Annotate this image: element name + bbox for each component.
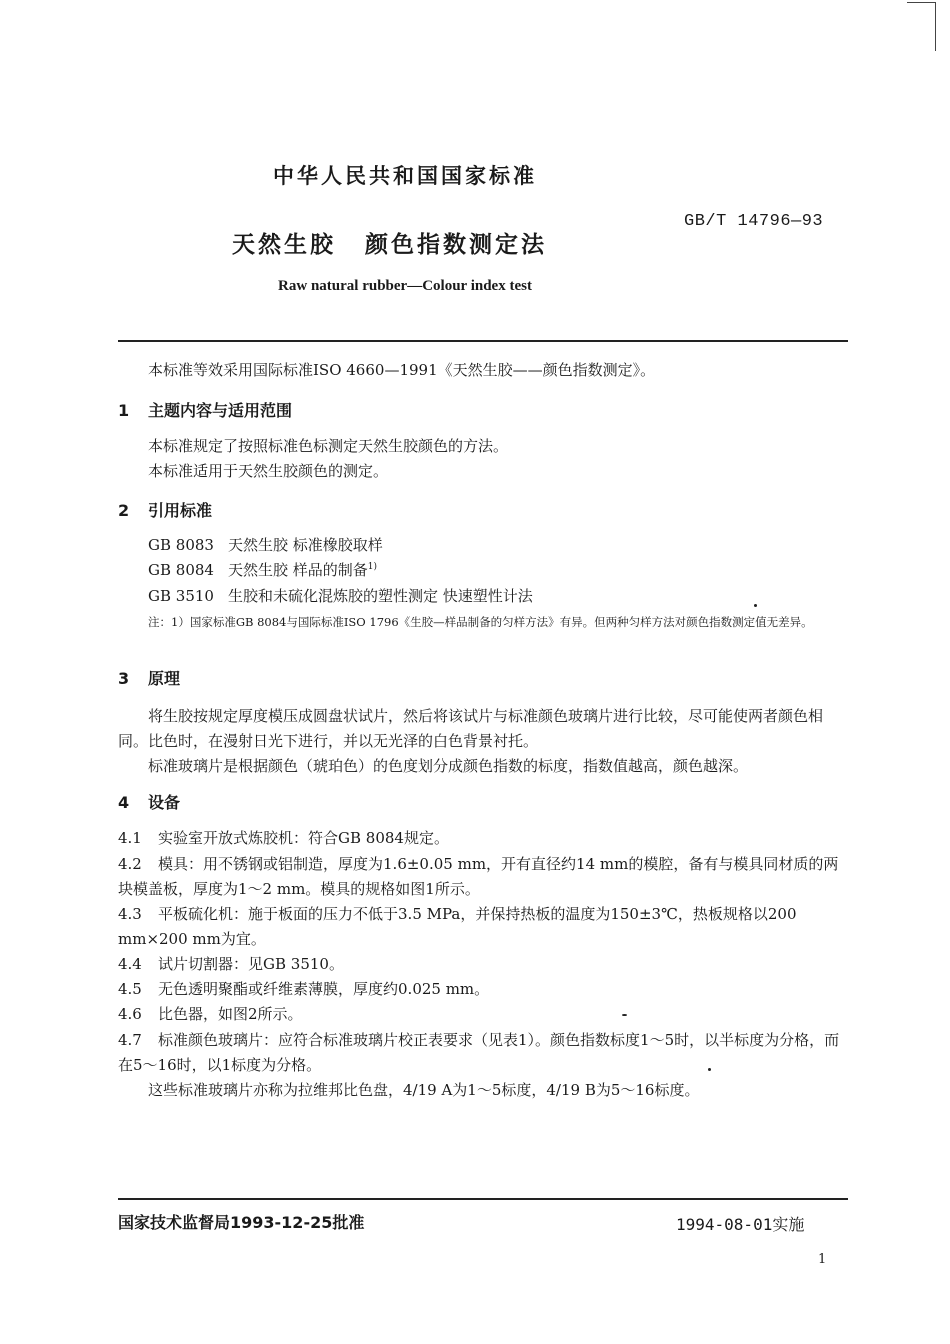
document-title-en: Raw natural rubber—Colour index test xyxy=(278,278,532,294)
section-number: 2 xyxy=(118,501,130,520)
clause-number: 4.5 xyxy=(118,980,142,998)
document-title-cn: 天然生胶 颜色指数测定法 xyxy=(232,232,548,258)
section-4-heading xyxy=(118,790,180,813)
standard-number: GB/T 14796—93 xyxy=(684,212,824,231)
section-number: 4 xyxy=(118,793,130,812)
page-number: 1 xyxy=(818,1252,827,1267)
scan-speck xyxy=(708,1068,711,1071)
clause-4-6 xyxy=(118,1002,846,1027)
section-title: 主题内容与适用范围 xyxy=(148,401,293,420)
section-3-heading xyxy=(118,666,180,689)
clause-4-1 xyxy=(118,826,846,851)
clause-4-2 xyxy=(118,852,846,902)
clause-number: 4.7 xyxy=(118,1031,142,1049)
scan-speck xyxy=(622,1014,627,1016)
footnote: 注：1）国家标准GB 8084与国际标准ISO 1796《生胶—样品制备的匀样方法》有异。但两种匀样方法对颜色指数测定值无差异。 xyxy=(148,615,813,629)
reference-title: 天然生胶 样品的制备 xyxy=(228,561,368,579)
clause-text: 模具：用不锈钢或铝制造，厚度为1.6±0.05 mm，开有直径约14 mm的模腔，备有与模具同材质的两块模盖板，厚度为1～2 mm。模具的规格如图1所示。 xyxy=(118,855,839,898)
reference-item xyxy=(148,536,383,555)
clause-number: 4.1 xyxy=(118,829,142,847)
section-1-heading xyxy=(118,398,292,421)
clause-number: 4.4 xyxy=(118,955,142,973)
footnote-marker: 1) xyxy=(367,562,378,572)
section-number: 3 xyxy=(118,669,130,688)
clause-number: 4.2 xyxy=(118,855,142,873)
reference-code: GB 8083 xyxy=(148,536,214,554)
clause-text: 标准颜色玻璃片：应符合标准玻璃片校正表要求（见表1）。颜色指数标度1～5时，以半标度为分格，而在5～16时，以1标度为分格。 xyxy=(118,1031,840,1074)
approval-date: 国家技术监督局1993-12-25批准 xyxy=(118,1213,365,1232)
reference-item xyxy=(148,587,533,606)
clause-4-3 xyxy=(118,902,846,952)
section-title: 设备 xyxy=(148,793,181,812)
clause-number: 4.6 xyxy=(118,1005,142,1023)
reference-code: GB 8084 xyxy=(148,561,214,579)
reference-code: GB 3510 xyxy=(148,587,214,605)
intro-paragraph: 本标准等效采用国际标准ISO 4660—1991《天然生胶——颜色指数测定》。 xyxy=(148,361,656,379)
clause-text: 比色器，如图2所示。 xyxy=(158,1005,303,1023)
section-number: 1 xyxy=(118,401,130,420)
org-title: 中华人民共和国国家标准 xyxy=(273,164,537,188)
clause-text: 平板硫化机：施于板面的压力不低于3.5 MPa，并保持热板的温度为150±3℃，热板规格以200 mm×200 mm为宜。 xyxy=(118,905,797,948)
s3-paragraph-1: 将生胶按规定厚度模压成圆盘状试片，然后将该试片与标准颜色玻璃片进行比较，尽可能使两者颜色相同。比色时，在漫射日光下进行，并以无光泽的白色背景衬托。 xyxy=(118,707,824,750)
section-title: 引用标准 xyxy=(148,501,213,520)
s1-paragraph-2: 本标准适用于天然生胶颜色的测定。 xyxy=(148,462,389,480)
clause-4-7 xyxy=(118,1028,846,1078)
reference-item xyxy=(148,561,377,580)
implementation-date: 1994-08-01实施 xyxy=(676,1215,805,1234)
reference-title: 生胶和未硫化混炼胶的塑性测定 快速塑性计法 xyxy=(228,587,533,605)
s3-paragraph-2: 标准玻璃片是根据颜色（琥珀色）的色度划分成颜色指数的标度，指数值越高，颜色越深。 xyxy=(148,757,749,775)
clause-4-4 xyxy=(118,952,846,977)
section-title: 原理 xyxy=(148,669,181,688)
reference-title: 天然生胶 标准橡胶取样 xyxy=(228,536,383,554)
clause-4-5 xyxy=(118,977,846,1002)
clause-text: 无色透明聚酯或纤维素薄膜，厚度约0.025 mm。 xyxy=(158,980,490,998)
clause-text: 实验室开放式炼胶机：符合GB 8084规定。 xyxy=(158,829,449,847)
clause-4-7-extra: 这些标准玻璃片亦称为拉维邦比色盘，4/19 A为1～5标度，4/19 B为5～16标度。 xyxy=(148,1081,700,1099)
section-2-heading xyxy=(118,498,212,521)
header-rule xyxy=(118,340,848,342)
clause-number: 4.3 xyxy=(118,905,142,923)
scan-corner-mark xyxy=(907,2,936,51)
footer-rule xyxy=(118,1198,848,1200)
s1-paragraph-1: 本标准规定了按照标准色标测定天然生胶颜色的方法。 xyxy=(148,437,509,455)
scan-speck xyxy=(754,604,757,607)
clause-text: 试片切割器：见GB 3510。 xyxy=(158,955,344,973)
